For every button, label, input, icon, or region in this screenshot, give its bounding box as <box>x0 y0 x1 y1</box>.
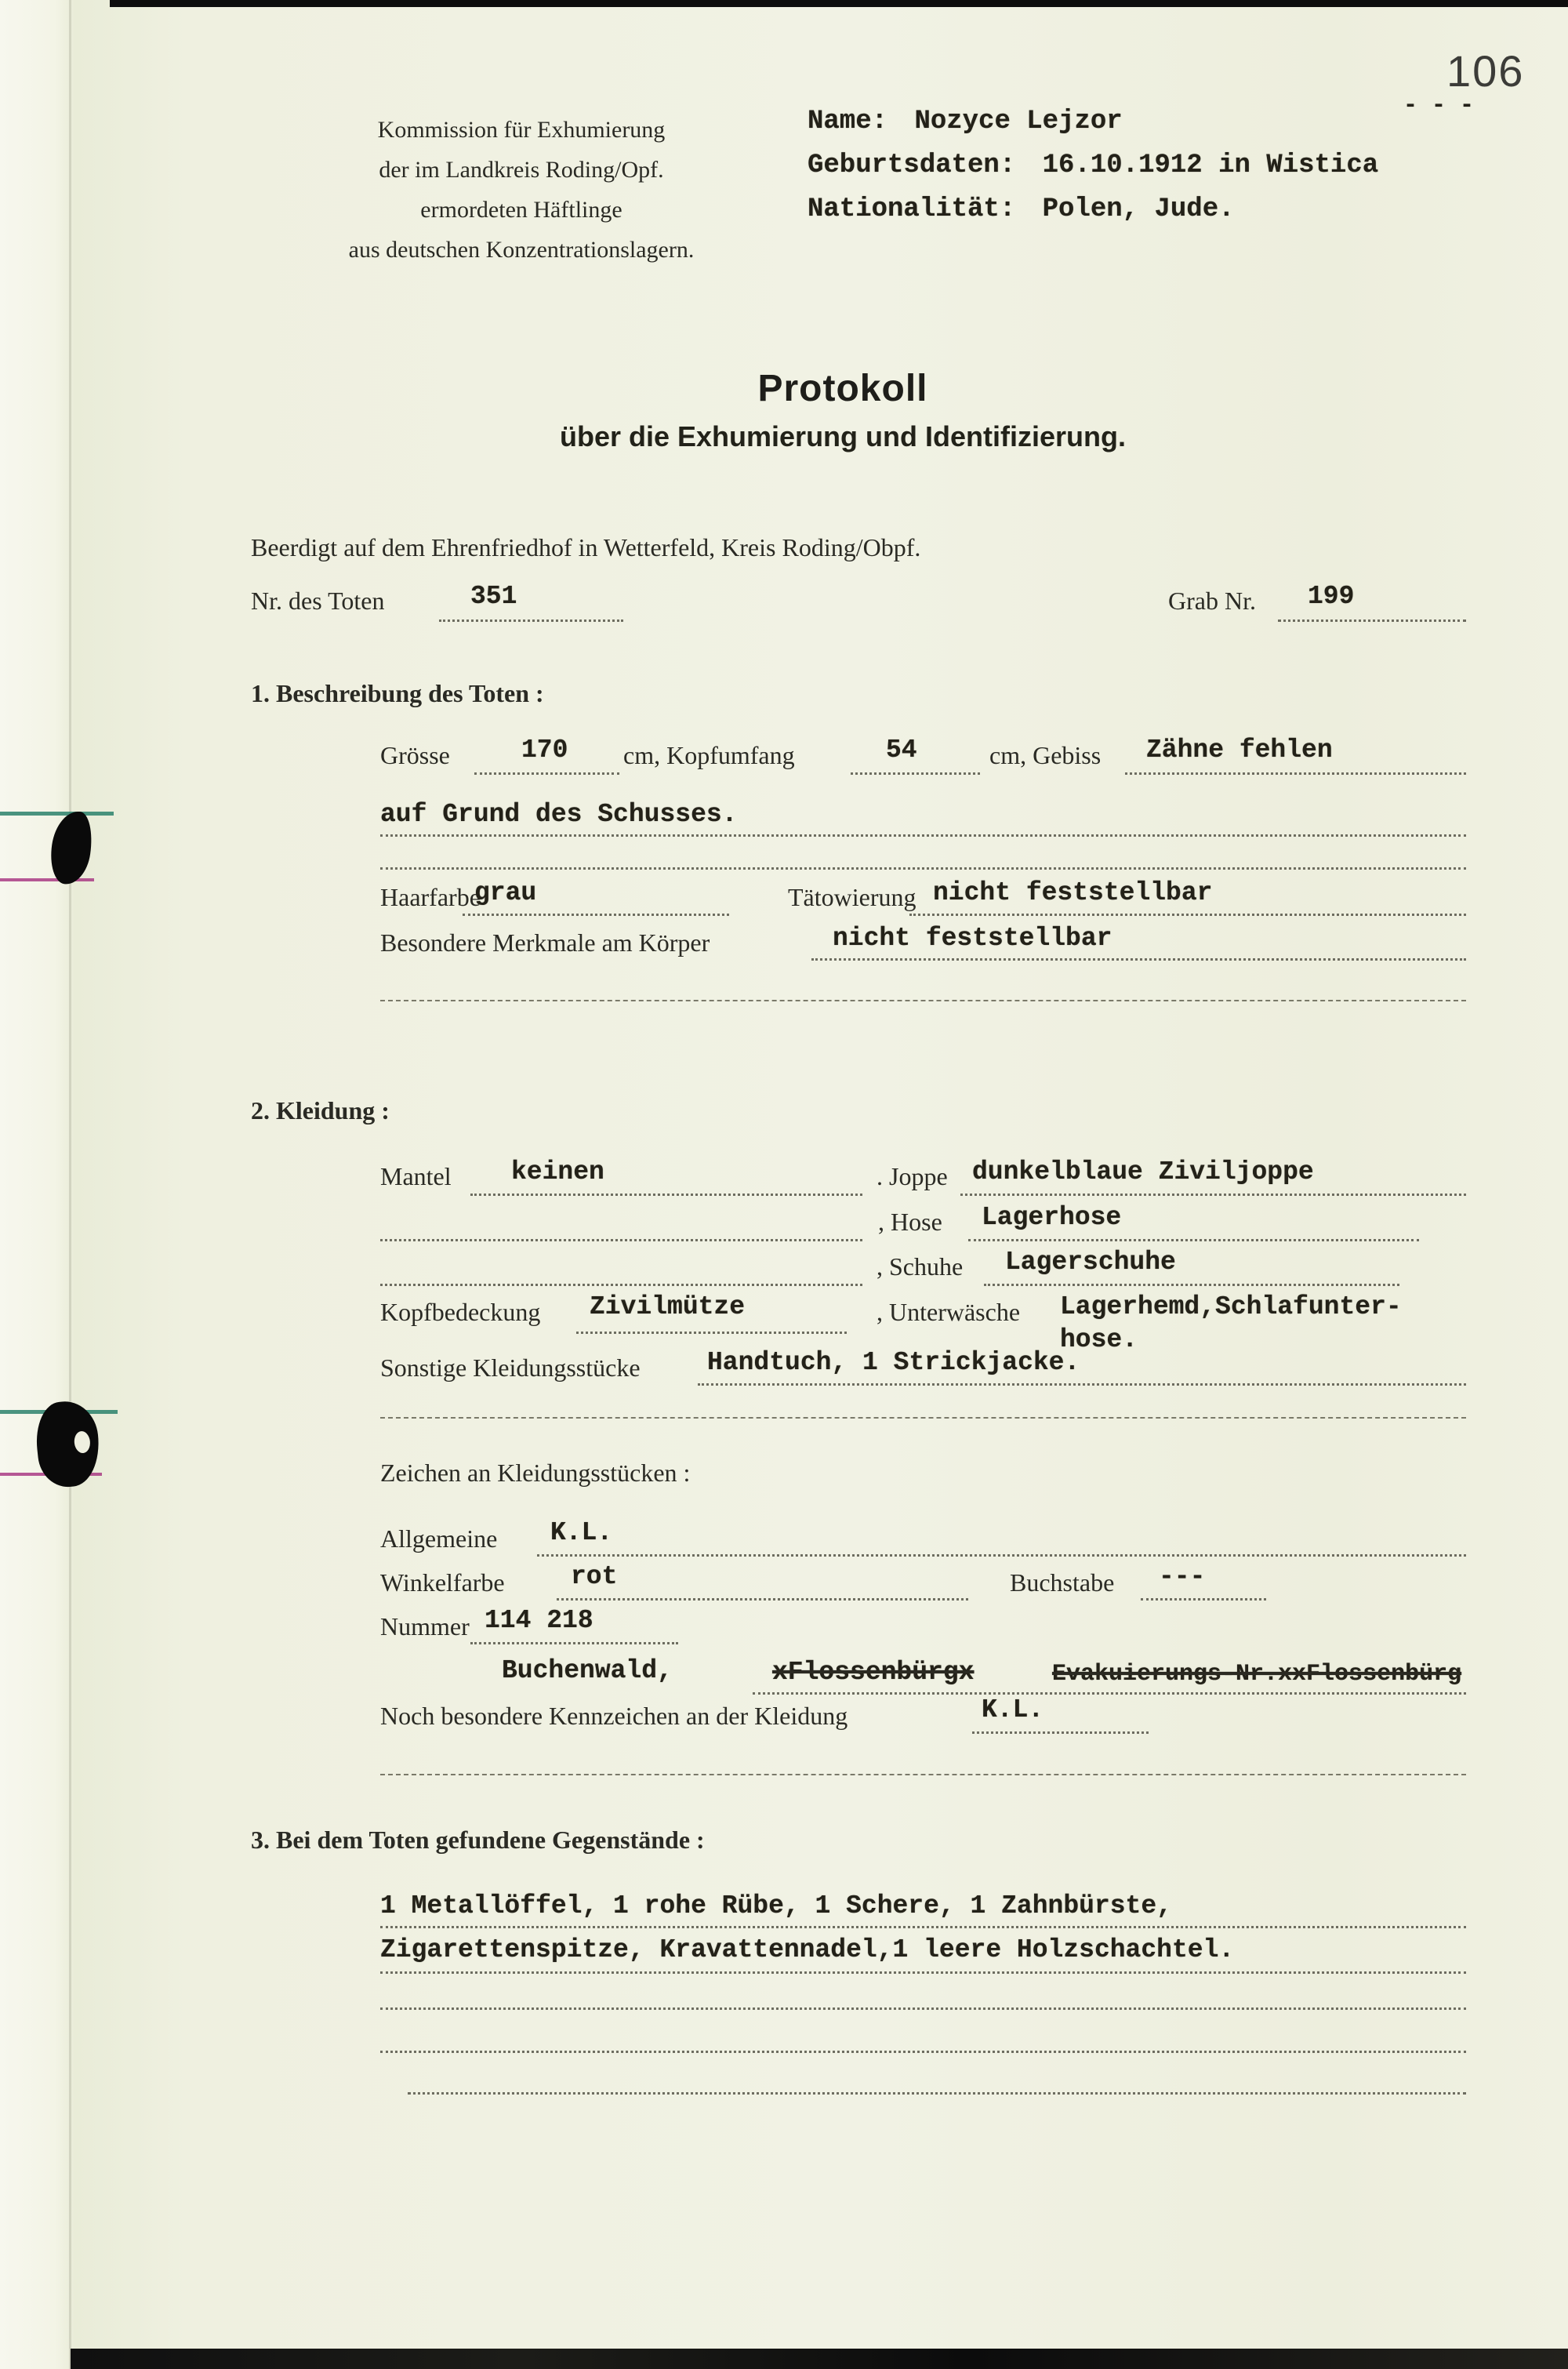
nationality-label: Nationalität: <box>808 194 1016 224</box>
unterwaesche-value-continuation: hose. <box>1060 1325 1138 1354</box>
dotted-line <box>851 772 980 775</box>
dotted-line <box>968 1239 1419 1241</box>
gebiss-label: cm, Gebiss <box>989 741 1102 769</box>
birth-label: Geburtsdaten: <box>808 151 1016 180</box>
birth-value: 16.10.1912 in Wistica <box>1042 151 1379 180</box>
dotted-line <box>984 1284 1399 1286</box>
buchstabe-label: Buchstabe <box>1010 1568 1115 1597</box>
scan-artifact-edge-line <box>69 0 71 2369</box>
dotted-line <box>439 620 623 622</box>
person-name-row <box>808 107 1123 136</box>
zeichen-heading: Zeichen an Kleidungsstücken : <box>380 1459 691 1487</box>
grave-number-value: 199 <box>1308 582 1355 611</box>
taetowierung-value: nicht feststellbar <box>933 878 1213 907</box>
color-streak <box>0 878 94 881</box>
sonstige-value: Handtuch, 1 Strickjacke. <box>707 1348 1080 1377</box>
nummer-value: 114 218 <box>485 1606 593 1635</box>
ink-blob-artifact <box>47 808 96 887</box>
dotted-line <box>753 1692 1466 1695</box>
dotted-line <box>380 1239 862 1241</box>
nummer-label: Nummer <box>380 1612 470 1640</box>
dead-number-label: Nr. des Toten <box>251 587 385 615</box>
unterwaesche-label: , Unterwäsche <box>877 1298 1021 1326</box>
name-label: Name: <box>808 107 888 136</box>
mantel-label: Mantel <box>380 1162 452 1190</box>
scan-artifact-bottom-bar <box>71 2349 1568 2369</box>
dotted-line <box>557 1598 968 1601</box>
merkmale-value: nicht feststellbar <box>833 924 1112 953</box>
scan-artifact-top-bar <box>110 0 1568 7</box>
dead-number-value: 351 <box>470 582 517 611</box>
buchstabe-value: --- <box>1159 1562 1206 1591</box>
kennzeichen-value: K.L. <box>982 1695 1044 1724</box>
page-number: 106 <box>1446 46 1525 96</box>
merkmale-label: Besondere Merkmale am Körper <box>380 928 710 957</box>
commission-line: ermordeten Häftlinge <box>420 197 622 223</box>
dotted-line <box>576 1332 847 1334</box>
sonstige-label: Sonstige Kleidungsstücke <box>380 1353 641 1382</box>
dotted-line <box>470 1642 678 1644</box>
winkelfarbe-label: Winkelfarbe <box>380 1568 505 1597</box>
dotted-line <box>960 1194 1466 1196</box>
mantel-value: keinen <box>511 1157 604 1186</box>
ink-blob-notch <box>73 1430 91 1454</box>
dotted-line <box>408 2092 1466 2095</box>
dotted-line <box>380 834 1466 837</box>
commission-line: aus deutschen Konzentrationslagern. <box>348 237 695 263</box>
haarfarbe-label: Haarfarbe <box>380 883 481 911</box>
joppe-value: dunkelblaue Ziviljoppe <box>972 1157 1314 1186</box>
dotted-line <box>380 1284 862 1286</box>
section1-heading: 1. Beschreibung des Toten : <box>251 679 544 707</box>
allgemeine-label: Allgemeine <box>380 1524 498 1553</box>
dotted-line <box>380 867 1466 870</box>
dotted-line <box>1141 1598 1266 1601</box>
dotted-line <box>811 958 1466 961</box>
lager-value: Buchenwald, <box>502 1656 673 1685</box>
groesse-label: Grösse <box>380 741 450 769</box>
dotted-line <box>537 1554 1466 1557</box>
schuhe-label: , Schuhe <box>877 1252 964 1281</box>
commission-block <box>302 110 741 270</box>
grave-number-label: Grab Nr. <box>1168 587 1256 615</box>
dotted-line <box>909 914 1466 916</box>
taetowierung-label: Tätowierung <box>788 883 916 911</box>
dotted-line <box>380 1926 1466 1928</box>
winkelfarbe-value: rot <box>571 1562 618 1591</box>
color-streak <box>0 812 114 816</box>
dotted-line <box>972 1731 1149 1734</box>
hose-label: , Hose <box>878 1208 942 1236</box>
schuhe-value: Lagerschuhe <box>1005 1248 1176 1277</box>
dotted-line <box>470 1194 862 1196</box>
kopfbedeckung-label: Kopfbedeckung <box>380 1298 541 1326</box>
unterwaesche-value: Lagerhemd,Schlafunter- <box>1060 1292 1402 1321</box>
dotted-line <box>1125 772 1466 775</box>
person-nationality-row <box>808 194 1235 224</box>
nationality-value: Polen, Jude. <box>1042 194 1235 224</box>
dotted-line <box>380 1971 1466 1974</box>
kopfumfang-value: 54 <box>886 736 917 765</box>
kennzeichen-label: Noch besondere Kennzeichen an der Kleidung <box>380 1702 848 1730</box>
dotted-line <box>474 772 619 775</box>
dotted-line <box>380 2007 1466 2010</box>
dotted-line <box>463 914 729 916</box>
joppe-label: . Joppe <box>877 1162 948 1190</box>
name-value: Nozyce Lejzor <box>914 107 1123 136</box>
gebiss-value-line1: Zähne fehlen <box>1146 736 1333 765</box>
document-subtitle: über die Exhumierung und Identifizierung. <box>559 420 1127 452</box>
person-birth-row <box>808 151 1378 180</box>
commission-line: Kommission für Exhumierung <box>377 117 666 143</box>
separator-line <box>380 1417 1466 1419</box>
section3-heading: 3. Bei dem Toten gefundene Gegenstände : <box>251 1826 705 1854</box>
lager-struck-entry: xFlossenbürgx <box>772 1658 975 1687</box>
items-line2: Zigarettenspitze, Kravattennadel,1 leere Holzschachtel. <box>380 1935 1235 1964</box>
dotted-line <box>380 2051 1466 2053</box>
kopfumfang-label: cm, Kopfumfang <box>623 741 795 769</box>
kopfbedeckung-value: Zivilmütze <box>590 1292 746 1321</box>
hose-value: Lagerhose <box>982 1203 1122 1232</box>
handwritten-dashes: - - - <box>1403 93 1475 119</box>
items-line1: 1 Metallöffel, 1 rohe Rübe, 1 Schere, 1 Zahnbürste, <box>380 1891 1172 1920</box>
commission-line: der im Landkreis Roding/Opf. <box>379 157 664 183</box>
document-title: Protokoll <box>757 368 928 409</box>
allgemeine-value: K.L. <box>550 1518 613 1547</box>
dotted-line <box>1278 620 1466 622</box>
dotted-line <box>698 1383 1466 1386</box>
separator-line <box>380 1000 1466 1001</box>
section2-heading: 2. Kleidung : <box>251 1096 390 1125</box>
gebiss-value-line2: auf Grund des Schusses. <box>380 800 738 829</box>
haarfarbe-value: grau <box>474 878 537 907</box>
separator-line <box>380 1774 1466 1775</box>
burial-location-line: Beerdigt auf dem Ehrenfriedhof in Wetterfeld, Kreis Roding/Obpf. <box>251 533 921 561</box>
groesse-value: 170 <box>521 736 568 765</box>
lager-struck-entry: Evakuierungs-Nr.xxFlossenbürg <box>1052 1661 1462 1688</box>
